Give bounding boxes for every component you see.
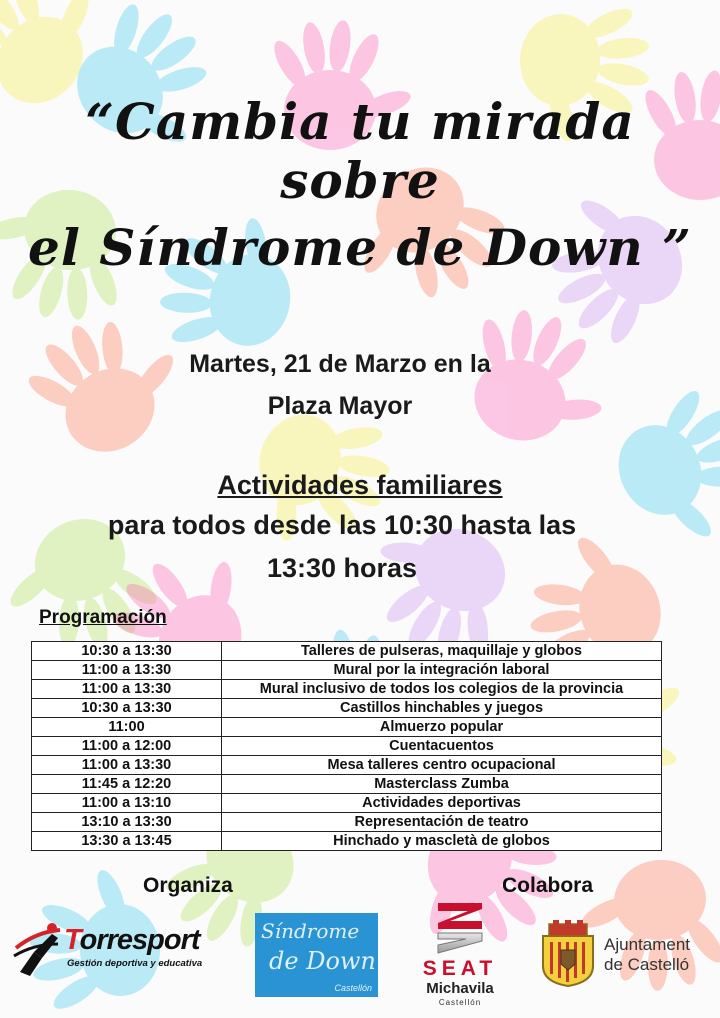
table-row	[32, 680, 662, 699]
row-activity: Castillos hinchables y juegos	[222, 699, 662, 718]
seat-city: Castellón	[438, 998, 482, 1007]
torresport-initial: T	[64, 924, 80, 956]
seat-dealer: Michavila	[426, 980, 494, 997]
title-line-1: “Cambia tu mirada sobre	[85, 92, 635, 210]
row-activity: Talleres de pulseras, maquillaje y globos	[222, 642, 662, 661]
row-time: 11:00 a 13:30	[32, 661, 222, 680]
table-row	[32, 699, 662, 718]
row-time: 11:00 a 13:30	[32, 680, 222, 699]
organiza-label: Organiza	[143, 874, 233, 897]
ajuntament-line-1: Ajuntament	[604, 935, 690, 954]
sindrome-down-logo	[255, 913, 378, 997]
table-row	[32, 737, 662, 756]
activities-line-3: 13:30 horas	[266, 553, 418, 583]
castello-crest-icon	[537, 920, 599, 988]
torresport-name-rest: orresport	[79, 924, 200, 956]
row-time: 11:00 a 13:10	[32, 794, 222, 813]
row-time: 10:30 a 13:30	[32, 642, 222, 661]
table-row	[32, 718, 662, 737]
torresport-name	[64, 924, 200, 957]
row-activity: Cuentacuentos	[222, 737, 662, 756]
schedule-table	[31, 641, 662, 851]
torresport-logo	[12, 922, 232, 982]
row-time: 11:00 a 13:30	[32, 756, 222, 775]
row-time: 11:45 a 12:20	[32, 775, 222, 794]
row-time: 11:00	[32, 718, 222, 737]
event-date: Martes, 21 de Marzo en la	[189, 350, 491, 378]
table-row	[32, 794, 662, 813]
table-row	[32, 813, 662, 832]
row-activity: Mural inclusivo de todos los colegios de la provincia	[222, 680, 662, 699]
row-time: 13:10 a 13:30	[32, 813, 222, 832]
table-row	[32, 832, 662, 851]
activities-heading: Actividades familiares	[217, 470, 503, 500]
table-row	[32, 756, 662, 775]
program-heading: Programación	[39, 607, 167, 628]
row-time: 11:00 a 12:00	[32, 737, 222, 756]
event-location: Plaza Mayor	[267, 392, 413, 420]
row-activity: Representación de teatro	[222, 813, 662, 832]
table-row	[32, 642, 662, 661]
row-activity: Mural por la integración laboral	[222, 661, 662, 680]
sdd-line-3: Castellón	[334, 983, 372, 993]
ajuntament-line-2: de Castelló	[604, 955, 690, 974]
colabora-label: Colabora	[502, 874, 594, 897]
runner-icon	[12, 922, 64, 980]
table-row	[32, 775, 662, 794]
ajuntament-text	[604, 935, 690, 975]
row-activity: Actividades deportivas	[222, 794, 662, 813]
row-activity: Mesa talleres centro ocupacional	[222, 756, 662, 775]
title-line-2: el Síndrome de Down ”	[28, 218, 692, 277]
row-activity: Almuerzo popular	[222, 718, 662, 737]
torresport-tagline: Gestión deportiva y educativa	[67, 958, 203, 969]
table-row	[32, 661, 662, 680]
row-activity: Hinchado y mascletà de globos	[222, 832, 662, 851]
row-time: 10:30 a 13:30	[32, 699, 222, 718]
sdd-line-2: de Down	[269, 947, 376, 975]
row-time: 13:30 a 13:45	[32, 832, 222, 851]
activities-line-2: para todos desde las 10:30 hasta las	[107, 510, 577, 540]
sdd-line-1: Síndrome	[261, 919, 360, 943]
seat-brand: SEAT	[422, 957, 498, 980]
row-activity: Masterclass Zumba	[222, 775, 662, 794]
seat-icon	[428, 899, 492, 957]
